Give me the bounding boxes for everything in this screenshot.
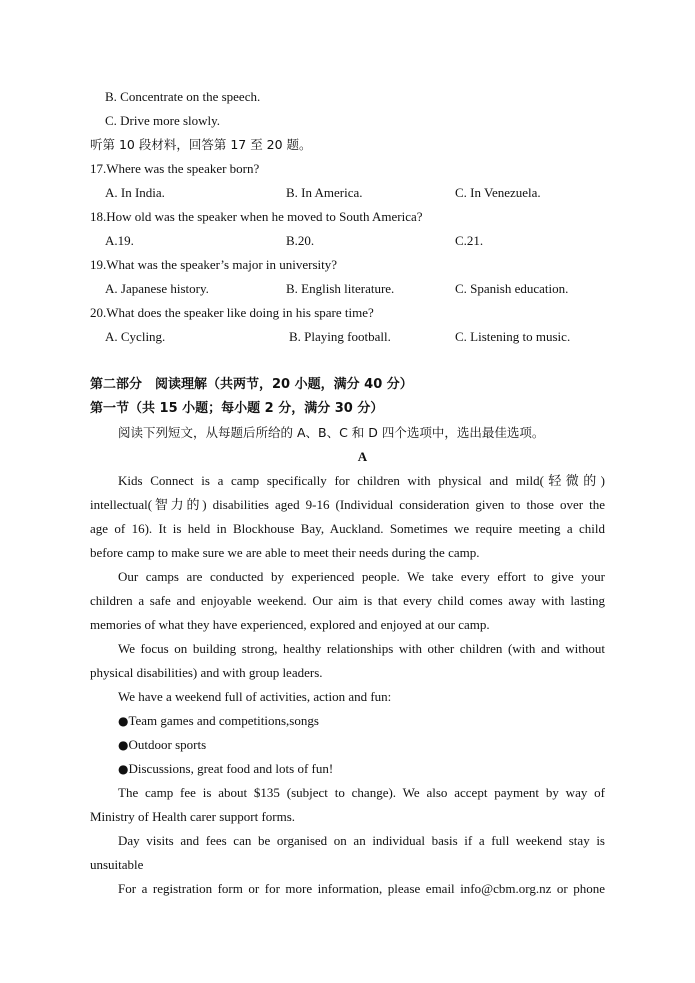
q16-option-b: B. Concentrate on the speech. [105,89,261,104]
question-20-option-a: A. Cycling. [105,329,166,344]
question-19-option-b: B. English literature. [286,281,395,296]
passage-p3-line1: We focus on building strong, healthy relationships with other children (with and without [118,641,605,656]
bullet-item [118,760,333,778]
question-17-option-b: B. In America. [286,185,363,200]
question-18-option-a: A.19. [105,233,134,248]
passage-p1-line2: intellectual(智力的) disabilities aged 9-16 (Individual consideration given to those over the [90,497,605,512]
question-19-option-a: A. Japanese history. [105,281,209,296]
reading-instruction: 阅读下列短文，从每题后所给的 A、B、C 和 D 四个选项中，选出最佳选项。 [118,425,545,440]
question-18-stem: 18.How old was the speaker when he moved to South America? [90,209,423,224]
passage-p4-line1: We have a weekend full of activities, action and fun: [118,689,392,704]
question-18-option-c: C.21. [455,233,484,248]
passage-p1-line3: age of 16). It is held in Blockhouse Bay, Auckland. Sometimes we require meeting a child [90,521,605,536]
question-20-option-c: C. Listening to music. [455,329,571,344]
question-17-stem: 17.Where was the speaker born? [90,161,260,176]
bullet-icon: ● [118,762,129,776]
passage-p6-line1: Day visits and fees can be organised on an individual basis if a full weekend stay is [118,833,605,848]
passage-p6-line2: unsuitable [90,857,144,872]
question-20-option-b: B. Playing football. [289,329,391,344]
passage-p2-line2: children a safe and enjoyable weekend. Our aim is that every child comes away with lasting [90,593,605,608]
passage-p1-line1: Kids Connect is a camp specifically for children with physical and mild(轻微的) [118,473,605,488]
question-19-stem: 19.What was the speaker’s major in university? [90,257,338,272]
passage-p3-line2: physical disabilities) and with group leaders. [90,665,323,680]
bullet-text: Discussions, great food and lots of fun! [128,761,334,776]
passage-p1-line4: before camp to make sure we are able to meet their needs during the camp. [90,545,480,560]
bullet-text: Outdoor sports [128,737,207,752]
passage-p5-line1: The camp fee is about $135 (subject to change). We also accept payment by way of [118,785,605,800]
passage-p7-line1: For a registration form or for more information, please email info@cbm.org.nz or phone [118,881,605,896]
passage-label: A [357,449,368,464]
question-20-stem: 20.What does the speaker like doing in his spare time? [90,305,374,320]
section-10-instruction: 听第 10 段材料，回答第 17 至 20 题。 [90,137,312,152]
bullet-item [118,736,206,754]
passage-p2-line3: memories of what they have experienced, explored and enjoyed at our camp. [90,617,490,632]
bullet-item [118,712,319,730]
question-17-option-a: A. In India. [105,185,165,200]
section1-heading: 第一节（共 15 小题；每小题 2 分，满分 30 分） [90,401,384,416]
passage-p2-line1: Our camps are conducted by experienced people. We take every effort to give your [118,569,605,584]
question-17-option-c: C. In Venezuela. [455,185,541,200]
bullet-icon: ● [118,714,129,728]
passage-p5-line2: Ministry of Health carer support forms. [90,809,296,824]
part2-heading: 第二部分 阅读理解（共两节，20 小题，满分 40 分） [90,377,413,392]
question-18-option-b: B.20. [286,233,315,248]
q16-option-c: C. Drive more slowly. [105,113,221,128]
bullet-icon: ● [118,738,129,752]
question-19-option-c: C. Spanish education. [455,281,569,296]
bullet-text: Team games and competitions,songs [128,713,319,728]
